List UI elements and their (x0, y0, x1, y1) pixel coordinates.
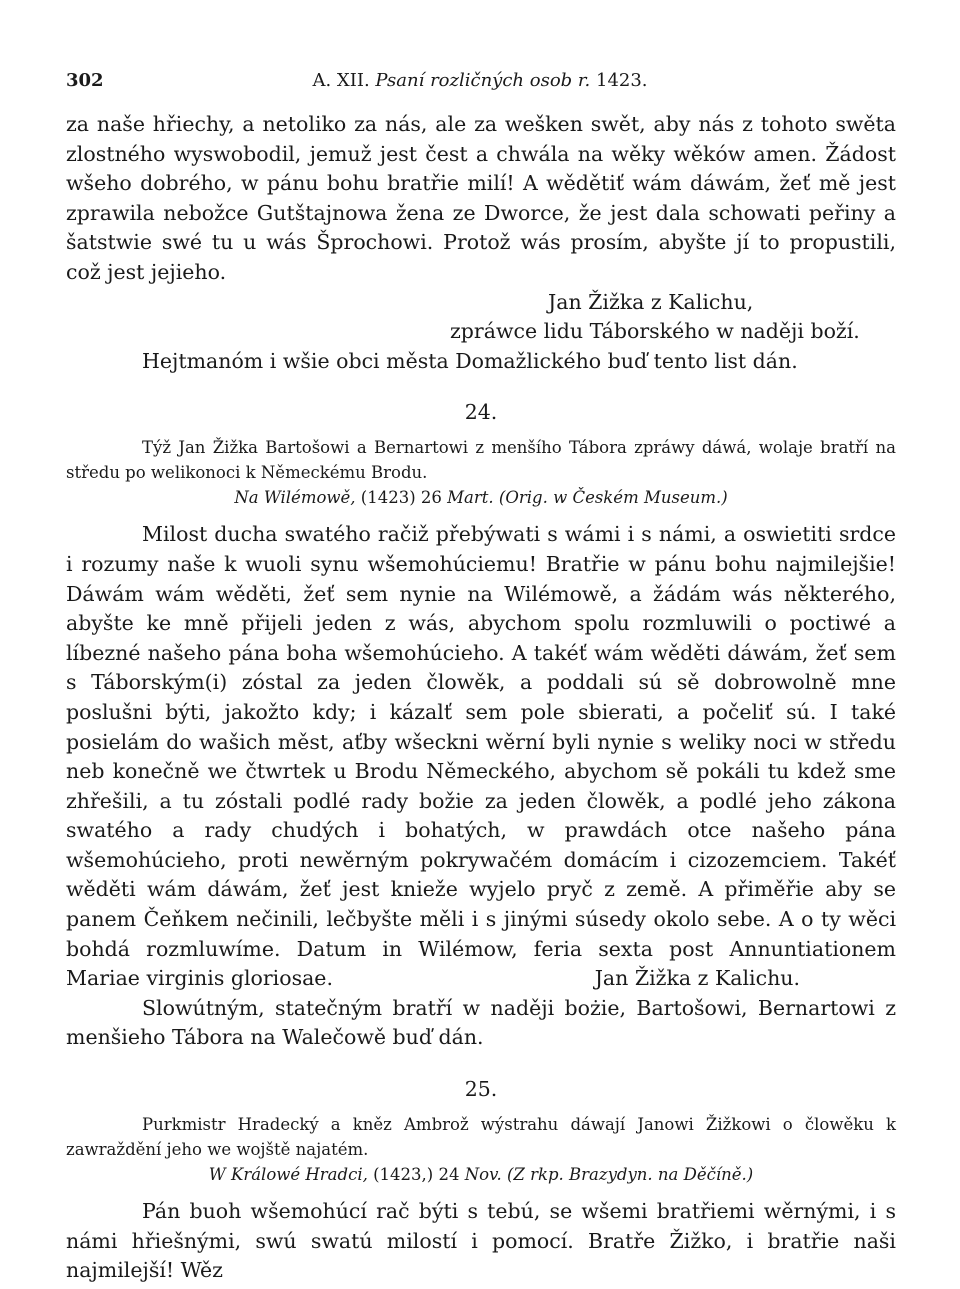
letter-23-address: Hejtmanóm i wšie obci města Domažlického buď tento list dán. (142, 348, 798, 373)
letter-25-source-reference: (Z rkp. Brazydyn. na Děčíně.) (506, 1165, 754, 1185)
letter-25-source-date: (1423,) 24 (373, 1165, 460, 1185)
letter-25-summary: Purkmistr Hradecký a kněz Ambrož wýstrahu dáwají Janowi Žižkowi o člowěku k zawraždění jeho we wojště najatém. (66, 1115, 896, 1160)
letter-24-summary: Týž Jan Žižka Bartošowi a Bernartowi z menšího Tábora zpráwy dáwá, wolaje bratří na středu po welikonoci k Německému Brodu. (66, 438, 896, 483)
running-head (66, 70, 894, 96)
letter-23-text: za naše hřiechy, a netoliko za nás, ale za wešken swět, aby nás z tohoto swěta zlostného wyswobodil, jemuž jest čest a chwála na wěky wěków amen. Žádost wšeho dobrého, w pánu bohu bratřie milí! A wědětiť wám dáwám, žeť mě jest zprawila nebožce Gutštajnowa žena ze Dworce, že jest dala schowati peřiny a šatstwie swé tu u wás Šprochowi. Protož wás prosím, abyšte jí to propustili, což jest jejieho. (66, 112, 896, 284)
letter-24-source-origin: (Orig. w Českém Museum.) (498, 488, 728, 508)
letter-24-text (66, 520, 896, 994)
page-number: 302 (66, 70, 104, 91)
letter-24-source-place: Na Wilémowě, (234, 488, 356, 508)
section-number: A. XII. (312, 70, 370, 91)
letter-24-address: Slowútným, statečným bratří w naději bożie, Bartošowi, Bernartowi z menšieho Tábora na Walečowě buď dán. (66, 995, 896, 1050)
letter-24-source-date: (1423) 26 (360, 488, 442, 508)
letter-25-source (66, 1162, 896, 1187)
letter-23-signature-name: Jan Žižka z Kalichu, (548, 289, 754, 314)
letter-25-source-month: Nov. (464, 1165, 502, 1185)
letter-24-text-body: Milost ducha swatého račiž přebýwati s wámi i s námi, a oswietiti srdce i rozumy naše k wuoli synu wšemohúciemu! Bratřie w pánu bohu najmilejšie! Dáwám wám wěděti, žeť sem nynie na Wilémowě, a žádám wás některého, abyšte ke mně přijeli jeden z wás, abychom spolu rozmluwili o poctiwé a líbezné našeho pána boha wšemohúcieho. A takéť wám wěděti dáwám, žeť sem s Táborským(i) zóstal za jeden člowěk, a poddali sú sě dobrowolně mne poslušni býti, jakožto kdy; i kázalť sem pole sbierati, a počeliť sú. I také posielám do wašich měst, aťby wšeckni wěrní byli nynie s weliky noci w středu neb konečně we čtwrtek u Brodu Německého, abychom sě pokáli tu kdež sme zhřešili, a tu zóstali podlé rady božie za jeden člowěk, a podlé jeho zákona swatého a rady chudých i bohatých, w prawdách otce našeho pána wšemohúcieho, proti newěrným pokrywačém domácím i cizozemciem. Takéť wěděti wám dáwám, žeť jest knieže wyjelo pryč z země. A přiměřie aby se panem Čeňkem nečinili, lečbyšte měli i s jinými súsedy okolo sebe. A o ty wěci bohdá rozmluwíme. Datum in Wilémow, feria sexta post Annuntiationem Mariae virginis gloriosae. (66, 522, 896, 991)
page-body (66, 110, 896, 1286)
letter-25-text: Pán buoh wšemohúcí rač býti s tebú, se wšemi bratřiemi wěrnými, i s námi hřiešnými, swú swatú milostí i pomocí. Bratře Žižko, i bratřie naši najmilejší! Wěz (66, 1199, 896, 1283)
letter-24-source (66, 485, 896, 510)
letter-24-source-month: Mart. (447, 488, 494, 508)
running-title (66, 70, 894, 91)
letter-24-number: 24. (464, 400, 498, 425)
section-year: 1423. (596, 70, 648, 91)
letter-25-number: 25. (464, 1077, 498, 1102)
letter-24-signature: Jan Žižka z Kalichu. (594, 966, 800, 991)
letter-23-signature-title: zpráwce lidu Táborského w naději boží. (450, 319, 860, 344)
letter-25-source-place: W Králowé Hradci, (208, 1165, 368, 1185)
section-title: Psaní rozličných osob r. (375, 70, 591, 91)
